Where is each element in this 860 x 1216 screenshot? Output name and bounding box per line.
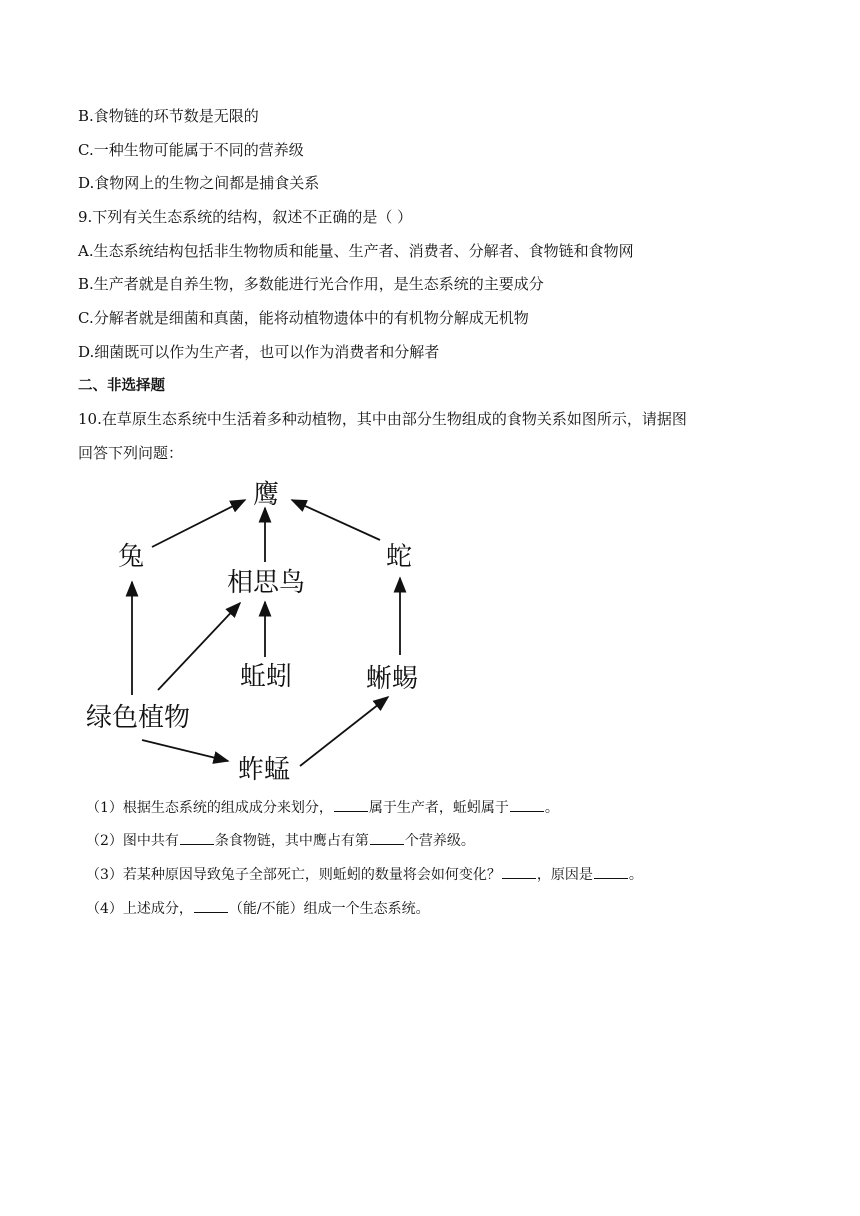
node-earthworm: 蚯蚓 (239, 662, 293, 692)
question-9: 9.下列有关生态系统的结构，叙述不正确的是（ ） (78, 208, 413, 226)
question-10-line1: 10.在草原生态系统中生活着多种动植物，其中由部分生物组成的食物关系如图所示，请据图 (78, 410, 687, 428)
node-bird: 相思鸟 (226, 568, 306, 598)
arrow-grasshopper-to-lizard (300, 697, 388, 766)
option-9d: D.细菌既可以作为生产者，也可以作为消费者和分解者 (78, 343, 440, 361)
arrow-plants-to-grasshopper (142, 740, 228, 761)
subquestion-4-text-b: （能/不能）组成一个生态系统。 (228, 901, 430, 917)
answer-blank[interactable] (180, 830, 214, 845)
food-web-diagram (0, 470, 860, 790)
answer-blank[interactable] (334, 797, 368, 812)
node-plants: 绿色植物 (85, 703, 191, 733)
option-8b: B.食物链的环节数是无限的 (78, 107, 259, 125)
subquestion-1-text-c: 。 (544, 800, 559, 816)
option-9b: B.生产者就是自养生物，多数能进行光合作用，是生态系统的主要成分 (78, 275, 544, 293)
arrow-rabbit-to-eagle (152, 500, 245, 547)
answer-blank[interactable] (502, 864, 536, 879)
arrow-snake-to-eagle (292, 500, 380, 540)
node-grasshopper: 蚱蜢 (237, 755, 291, 785)
subquestion-1-text-b: 属于生产者，蚯蚓属于 (368, 800, 509, 816)
subquestion-3-text-c: 。 (628, 867, 643, 883)
subquestion-2 (86, 830, 475, 851)
node-eagle: 鹰 (252, 480, 280, 510)
option-8c: C.一种生物可能属于不同的营养级 (78, 141, 304, 159)
answer-blank[interactable] (194, 898, 228, 913)
node-snake: 蛇 (385, 542, 413, 572)
subquestion-3-text-b: ，原因是 (536, 867, 593, 883)
answer-blank[interactable] (594, 864, 628, 879)
answer-blank[interactable] (510, 797, 544, 812)
arrow-plants-to-bird (158, 603, 240, 690)
subquestion-1 (86, 797, 559, 818)
subquestion-2-text-b: 条食物链，其中鹰占有第 (214, 833, 369, 849)
node-rabbit: 兔 (117, 542, 145, 572)
subquestion-4-text-a: （4）上述成分， (86, 901, 193, 917)
subquestion-2-text-c: 个营养级。 (404, 833, 475, 849)
answer-blank[interactable] (370, 830, 404, 845)
question-10-line2: 回答下列问题： (78, 444, 184, 462)
subquestion-3-text-a: （3）若某种原因导致兔子全部死亡，则蚯蚓的数量将会如何变化？ (86, 867, 501, 883)
node-lizard: 蜥蜴 (365, 664, 419, 694)
subquestion-4 (86, 898, 430, 919)
option-8d: D.食物网上的生物之间都是捕食关系 (78, 174, 320, 192)
subquestion-3 (86, 864, 643, 885)
option-9c: C.分解者就是细菌和真菌，能将动植物遗体中的有机物分解成无机物 (78, 309, 529, 327)
subquestion-1-text-a: （1）根据生态系统的组成成分来划分， (86, 800, 333, 816)
section-heading: 二、非选择题 (78, 378, 165, 394)
subquestion-2-text-a: （2）图中共有 (86, 833, 179, 849)
option-9a: A.生态系统结构包括非生物物质和能量、生产者、消费者、分解者、食物链和食物网 (78, 242, 634, 260)
